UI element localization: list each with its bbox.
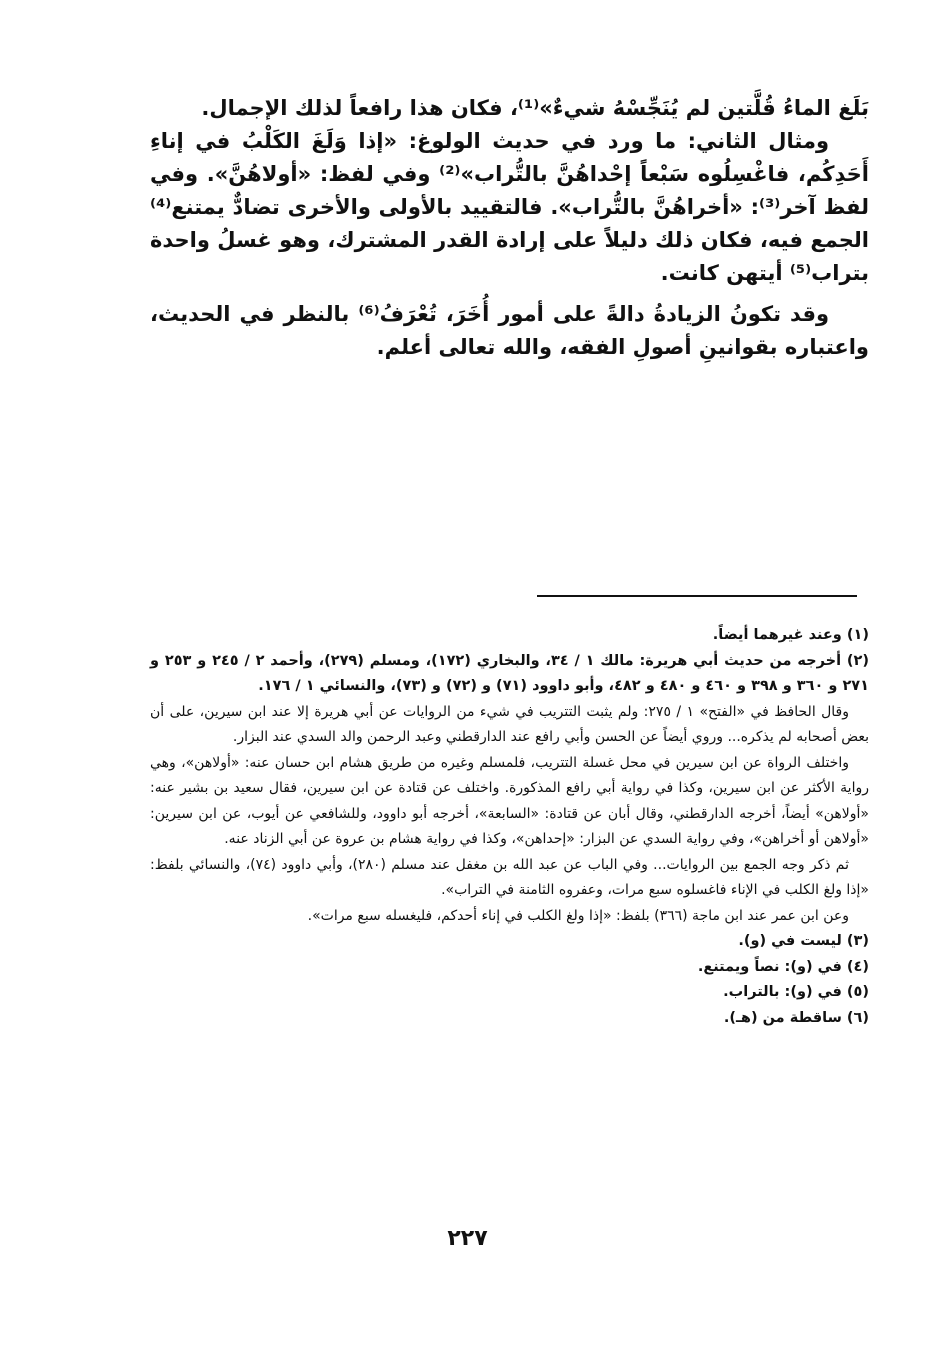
paragraph-1: بَلَغ الماءُ قُلَّتين لم يُنَجِّسْهُ شيءٌ»⁽¹⁾، فكان هذا رافعاً لذلك الإجمال.: [201, 96, 869, 120]
page-number: ٢٢٧: [447, 1226, 488, 1251]
main-text-body: [150, 92, 869, 364]
footnote-6: (٦) ساقطة من (هـ).: [723, 1009, 869, 1026]
footnote-2: (٢) أخرجه من حديث أبي هريرة: مالك ١ / ٣٤، والبخاري (١٧٢)، ومسلم (٢٧٩)، وأحمد ٢ / ٢٤٥ و ٢٥٣ و ٢٧١ و ٣٦٠ و ٣٩٨ و ٤٦٠ و ٤٨٠ و ٤٨٢، وأبو داوود (٧١) و (٧٢) و (٧٣)، والنسائي ١ / ١٧٦.: [150, 652, 869, 694]
footnote-2-paragraph-b: واختلف الرواة عن ابن سيرين في محل غسلة التتريب، فلمسلم وغيره من طريق هشام ابن حسان عنه: «أولاهن»، وهي رواية الأكثر عن ابن سيرين، وكذا في رواية أبي رافع المذكورة. واختلف عن قتادة عن ابن سيرين، فقال سعيد بن بشير عنه: «أولاهن» أيضاً، أخرجه الدارقطني، وقال أبان عن قتادة: «السابعة»، أخرجه أبو داوود، وللشافعي عن أيوب، عن ابن سيرين: «أولاهن أو أخراهن»، وفي رواية السدي عن البزار: «إحداهن»، وكذا في رواية هشام بن عروة عن أبي الزناد عنه.: [150, 754, 869, 847]
footnote-3: (٣) ليست في (و).: [738, 933, 869, 949]
footnotes-section: [150, 623, 869, 1031]
paragraph-2: ومثال الثاني: ما ورد في حديث الولوغ: «إذا وَلَغَ الكَلْبُ في إناءِ أَحَدِكُم، فاغْسِلُوه سَبْعاً إحْداهُنَّ بالتُّراب»⁽²⁾ وفي لفظ: «أولاهُنَّ». وفي لفظ آخر⁽³⁾: «أخراهُنَّ بالتُّراب». فالتقييد بالأولى والأخرى تضادٌّ يمتنع⁽⁴⁾ الجمع فيه، فكان ذلك دليلاً على إرادة القدر المشترك، وهو غسلُ واحدة بتراب⁽⁵⁾ أيتهن كانت.: [150, 129, 869, 285]
footnote-5: (٥) في (و): بالتراب.: [723, 984, 869, 1000]
footnote-separator: [537, 595, 857, 597]
footnote-2-paragraph-c: ثم ذكر وجه الجمع بين الروايات... وفي الباب عن عبد الله بن مغفل عند مسلم (٢٨٠)، وأبي داوود (٧٤)، والنسائي بلفظ: «إذا ولغ الكلب في الإناء فاغسلوه سبع مرات، وعفروه الثامنة في التراب».: [150, 856, 869, 898]
footnote-4: (٤) في (و): نصاً ويمتنع.: [697, 958, 869, 975]
footnote-1: (١) وعند غيرهما أيضاً.: [712, 627, 869, 643]
footnote-2-paragraph-d: وعن ابن عمر عند ابن ماجة (٣٦٦) بلفظ: «إذا ولغ الكلب في إناء أحدكم، فليغسله سبع مرات».: [307, 907, 849, 924]
footnote-2-paragraph-a: وقال الحافظ في «الفتح» ١ / ٢٧٥: ولم يثبت التتريب في شيء من الروايات عن أبي هريرة إلا عند ابن سيرين، على أن بعض أصحابه لم يذكره... وروي أيضاً عن الحسن وأبي رافع عند الدارقطني وعبد الرحمن والد السدي عند البزار.: [150, 703, 869, 745]
paragraph-3: وقد تكونُ الزيادةُ دالةً على أمور أُخَرَ، تُعْرَفُ⁽⁶⁾ بالنظر في الحديث، واعتباره بقوانينِ أصولِ الفقه، والله تعالى أعلم.: [150, 302, 869, 359]
